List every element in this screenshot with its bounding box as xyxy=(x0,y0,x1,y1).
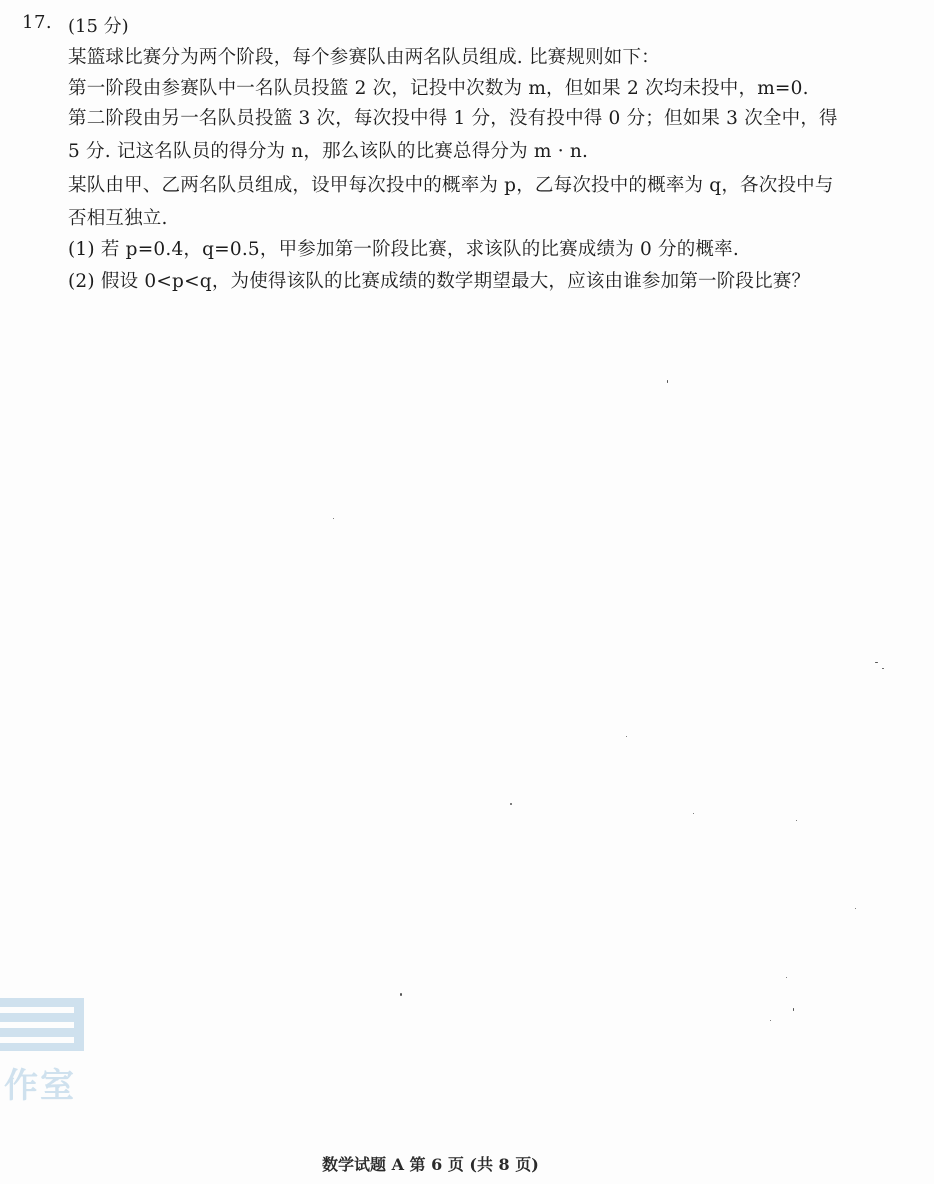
watermark-logo-icon xyxy=(0,996,86,1052)
page-footer: 数学试题 A 第 6 页 (共 8 页) xyxy=(322,1155,539,1174)
question-number: 17. xyxy=(22,12,53,33)
question-line-5: 某队由甲、乙两名队员组成，设甲每次投中的概率为 p，乙每次投中的概率为 q，各次投中与 xyxy=(68,175,834,196)
question-line-4: 5 分. 记这名队员的得分为 n，那么该队的比赛总得分为 m · n. xyxy=(68,141,589,162)
scan-speck xyxy=(400,993,402,996)
question-line-3: 第二阶段由另一名队员投篮 3 次，每次投中得 1 分，没有投中得 0 分；但如果 3 次全中，得 xyxy=(68,108,838,129)
scan-speck xyxy=(796,820,797,821)
sub-question-2: (2) 假设 0<p<q，为使得该队的比赛成绩的数学期望最大，应该由谁参加第一阶段比赛？ xyxy=(68,271,811,292)
scan-speck xyxy=(786,977,787,978)
scan-speck xyxy=(882,668,884,669)
question-points: (15 分) xyxy=(68,16,129,37)
scan-speck xyxy=(667,380,668,383)
scan-speck xyxy=(333,518,334,519)
scan-speck xyxy=(875,662,878,663)
scan-speck xyxy=(626,736,627,737)
question-line-1: 某篮球比赛分为两个阶段，每个参赛队由两名队员组成. 比赛规则如下： xyxy=(68,47,660,68)
scan-speck xyxy=(855,908,856,909)
scan-speck xyxy=(770,1020,771,1021)
question-line-2: 第一阶段由参赛队中一名队员投篮 2 次，记投中次数为 m，但如果 2 次均未投中，m=0. xyxy=(68,78,809,99)
sub-question-1: (1) 若 p=0.4，q=0.5，甲参加第一阶段比赛，求该队的比赛成绩为 0 分的概率. xyxy=(68,239,739,260)
scan-speck xyxy=(510,803,512,805)
question-line-6: 否相互独立. xyxy=(68,208,168,229)
scan-speck xyxy=(693,813,694,814)
scan-speck xyxy=(793,1008,794,1011)
watermark-text: 作室 xyxy=(4,1066,76,1106)
